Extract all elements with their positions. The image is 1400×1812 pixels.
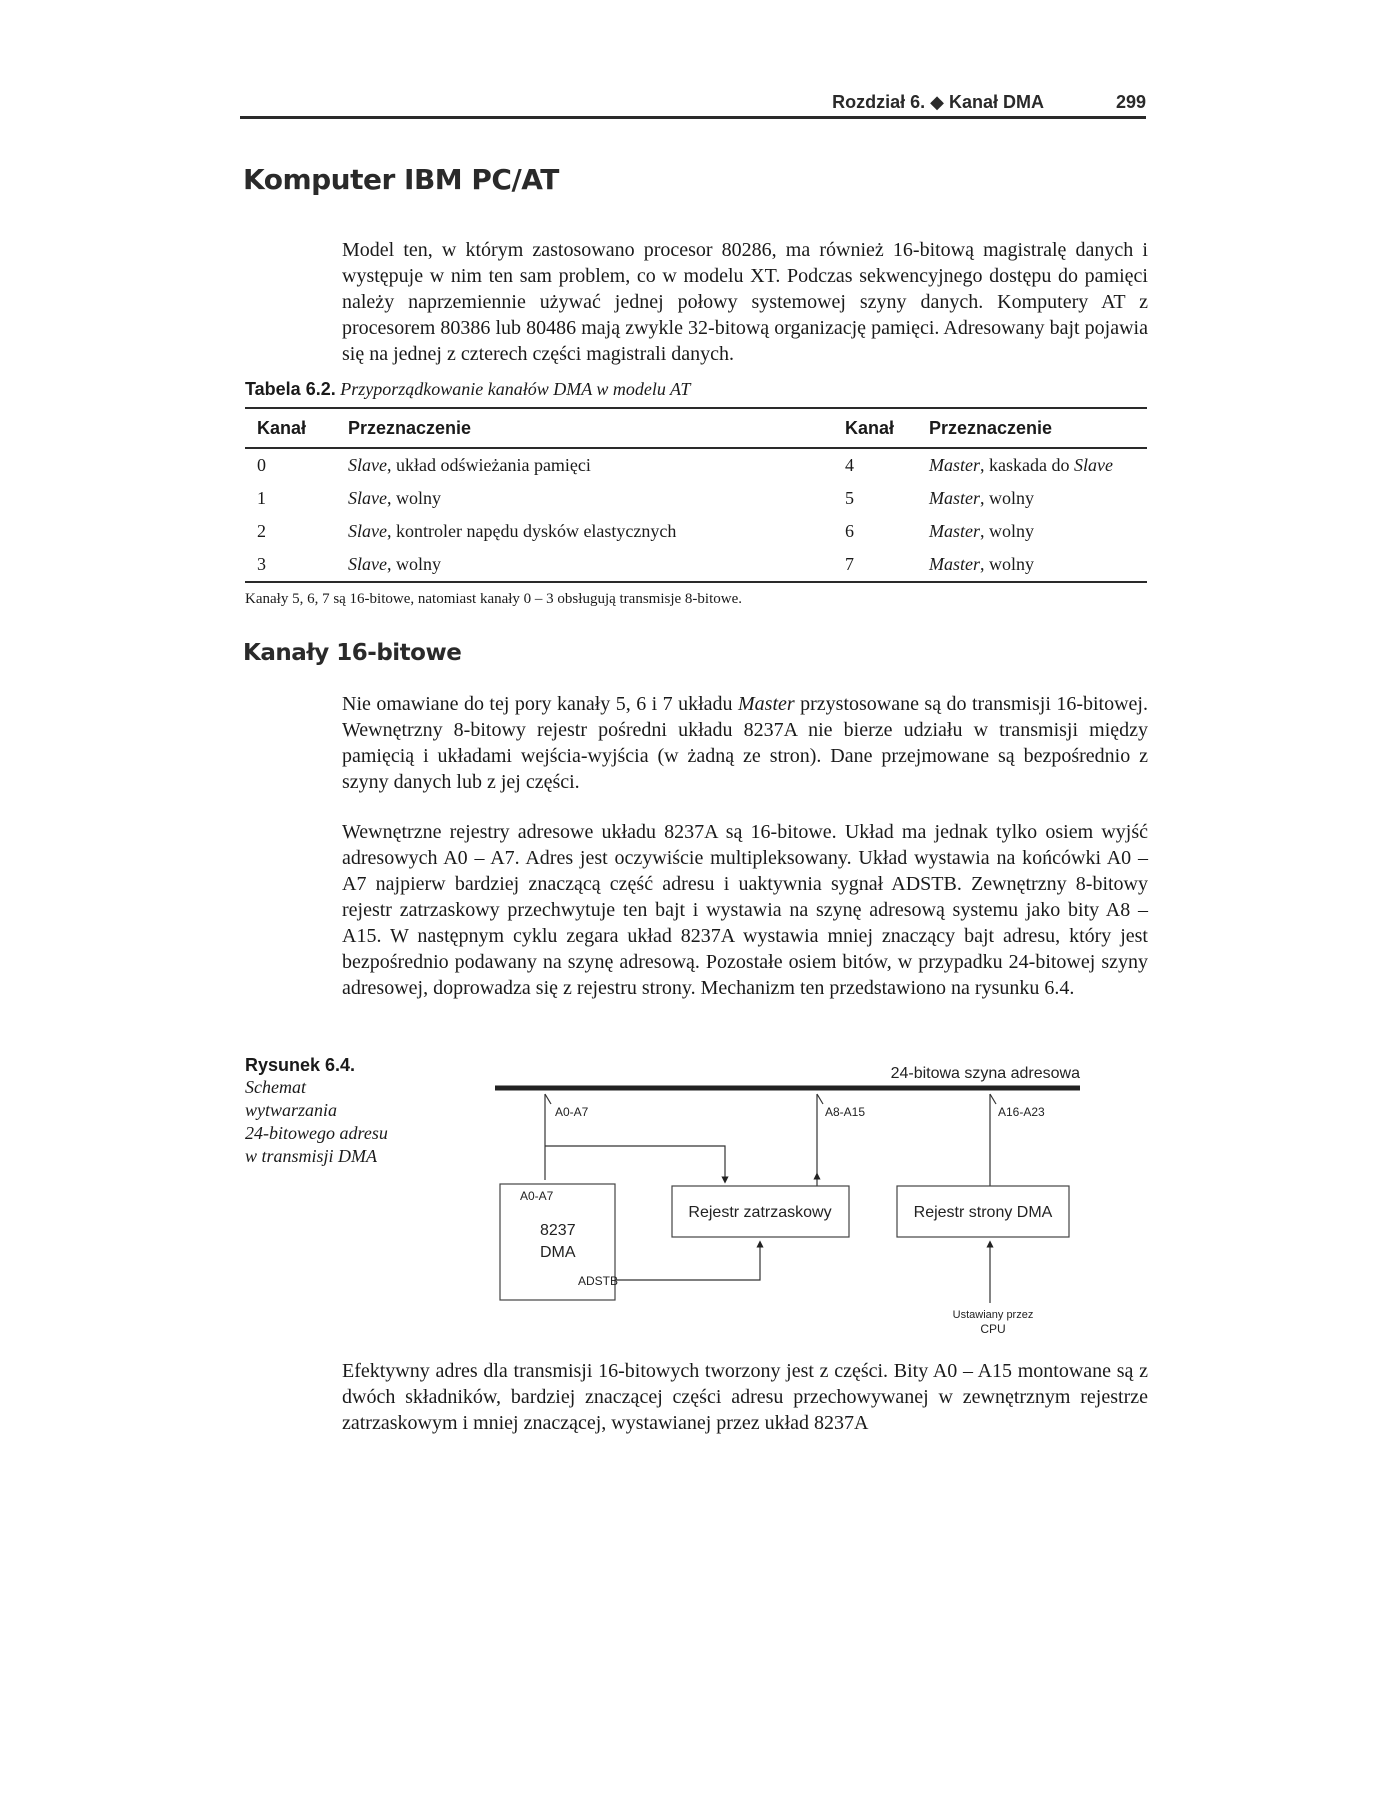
cell-text: , wolny [980, 521, 1034, 541]
table-cell [336, 515, 833, 548]
a0a7-to-latch-line [545, 1146, 725, 1180]
cpu-label-line: Ustawiany przez [952, 1309, 1034, 1321]
table-cell: 6 [845, 521, 854, 541]
role-text: Master [929, 521, 980, 541]
role-text: Slave [348, 521, 387, 541]
cell-text: , kaskada do [980, 455, 1074, 475]
tap-slash [990, 1094, 996, 1104]
figure-caption-line: w transmisji DMA [245, 1146, 378, 1166]
table-cell: 7 [845, 554, 854, 574]
role-text: Slave [348, 488, 387, 508]
table-cell: 3 [257, 554, 266, 574]
role-text: Master [929, 554, 980, 574]
figure-caption-line: Schemat [245, 1077, 306, 1097]
paragraph [342, 691, 1148, 795]
header-rule [240, 116, 1146, 119]
column-header: Kanał [257, 417, 307, 438]
role-text: Slave [348, 554, 387, 574]
section-heading: Komputer IBM PC/AT [243, 163, 559, 196]
figure-caption [245, 1055, 425, 1168]
paragraph-text: Nie omawiane do tej pory kanały 5, 6 i 7 układu [342, 693, 738, 715]
paragraph: Model ten, w którym zastosowano procesor 80286, ma również 16-bitową magistralę danych i występuje w nim ten sam problem, co w modelu XT. Podczas sekwencyjnego dostępu do pamięci należy naprzemiennie używać jednej połowy systemowej szyny danych. Komputery AT z procesorem 80386 lub 80486 mają zwykle 32-bitową organizację pamięci. Adresowany bajt pojawia się na jednej z czterech części magistrali danych. [342, 239, 1148, 365]
role-text: Master [929, 455, 980, 475]
cell-text: , wolny [980, 488, 1034, 508]
table-row [245, 482, 1147, 515]
role-text: Slave [348, 455, 387, 475]
tap-label-a0a7: A0-A7 [555, 1105, 589, 1119]
adstb-line [615, 1244, 760, 1280]
chapter-title: Rozdział 6. ◆ Kanał DMA [832, 92, 1044, 112]
table-caption-text: Przyporządkowanie kanałów DMA w modelu AT [340, 379, 691, 399]
cell-text: , wolny [980, 554, 1034, 574]
tap-slash [545, 1094, 551, 1104]
figure-caption-line: wytwarzania [245, 1100, 338, 1120]
page-number: 299 [1115, 92, 1146, 112]
table-cell [917, 482, 1147, 515]
tap-label-a16a23: A16-A23 [998, 1105, 1045, 1119]
section-heading: Kanały 16-bitowe [243, 640, 462, 666]
cell-text: , wolny [386, 554, 441, 574]
table-cell: 4 [845, 455, 854, 475]
table-cell [917, 515, 1147, 548]
chip-adstb-label: ADSTB [578, 1274, 619, 1288]
table-caption [245, 379, 690, 400]
cell-text: , wolny [386, 488, 441, 508]
running-head [240, 88, 1146, 118]
chip-pin-label: A0-A7 [520, 1189, 554, 1203]
cell-text: , układ odświeżania pamięci [386, 455, 591, 475]
table-cell: 0 [257, 455, 266, 475]
cell-text: , kontroler napędu dysków elastycznych [386, 521, 677, 541]
paragraph-text: przystosowane są do transmisji 16-bitowej. Wewnętrzny 8-bitowy rejestr pośredni układu 8237A nie bierze udziału w transmisji między pamięcią i układami wejścia-wyjścia (w żadną ze stron). Dane przejmowane są bezpośrednio z szyny danych lub z jej części. [342, 693, 1148, 793]
table-row [245, 548, 1147, 582]
table-note: Kanały 5, 6, 7 są 16-bitowe, natomiast kanały 0 – 3 obsługują transmisje 8-bitowe. [245, 591, 742, 607]
table-label: Tabela 6.2. [245, 379, 336, 399]
figure-caption-line: 24-bitowego adresu [245, 1123, 388, 1143]
table-row [245, 515, 1147, 548]
table-row [245, 448, 1147, 482]
tap-label-a8a15: A8-A15 [825, 1105, 866, 1119]
paragraph: Efektywny adres dla transmisji 16-bitowych tworzony jest z części. Bity A0 – A15 montowane są z dwóch składników, bardziej znaczącej części adresu przechowywanej w zewnętrznym rejestrze zatrzaskowym i mniej znaczącej, wystawianej przez układ 8237A [342, 1360, 1148, 1434]
table-cell [917, 448, 1147, 482]
table-cell: 1 [257, 488, 266, 508]
role-text: Slave [1073, 455, 1113, 475]
column-header: Kanał [845, 417, 895, 438]
role-text: Master [929, 488, 980, 508]
table-header-row [245, 408, 1147, 448]
table-cell [336, 482, 833, 515]
table-cell: 5 [845, 488, 854, 508]
dma-channel-table [245, 407, 1147, 583]
cpu-label-line: CPU [980, 1322, 1006, 1336]
bus-label: 24-bitowa szyna adresowa [890, 1065, 1080, 1082]
table-cell: 2 [257, 521, 266, 541]
chip-name-line: DMA [540, 1244, 576, 1261]
column-header: Przeznaczenie [348, 417, 472, 438]
table-cell [917, 548, 1147, 582]
table-cell [336, 448, 833, 482]
chip-name-line: 8237 [540, 1222, 576, 1239]
page-register-label: Rejestr strony DMA [913, 1204, 1053, 1221]
address-diagram [480, 1050, 1120, 1350]
table-cell [336, 548, 833, 582]
column-header: Przeznaczenie [929, 417, 1053, 438]
latch-register-label: Rejestr zatrzaskowy [688, 1204, 832, 1221]
emphasis-text: Master [738, 693, 795, 715]
paragraph: Wewnętrzne rejestry adresowe układu 8237A są 16-bitowe. Układ ma jednak tylko osiem wyjść adresowych A0 – A7. Adres jest oczywiście multipleksowany. Układ wystawia na końcówki A0 – A7 najpierw bardziej znaczącą część adresu i uaktywnia sygnał ADSTB. Zewnętrzny 8-bitowy rejestr zatrzaskowy przechwytuje ten bajt i wystawia na szynę adresową systemu jako bity A8 – A15. W następnym cyklu zegara układ 8237A wystawia mniej znaczący bajt adresu, który jest bezpośrednio podawany na szynę adresową. Pozostałe osiem bitów, w przypadku 24-bitowej szyny adresowej, doprowadza się z rejestru strony. Mechanizm ten przedstawiono na rysunku 6.4. [342, 821, 1148, 999]
figure-label: Rysunek 6.4. [245, 1055, 356, 1075]
tap-slash [817, 1094, 823, 1104]
